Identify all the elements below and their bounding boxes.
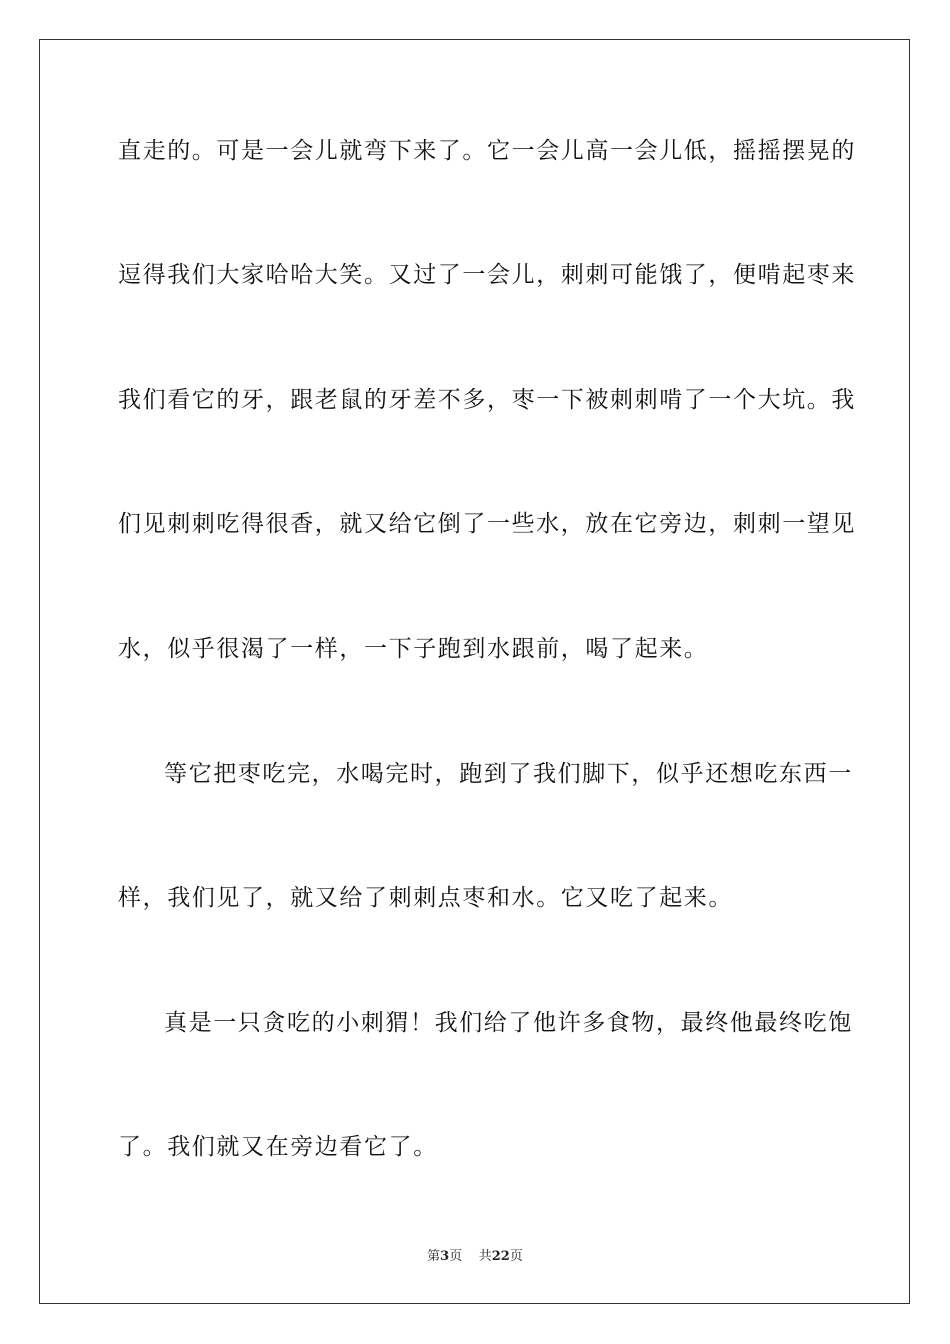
text-line: 样，我们见了，就又给了刺刺点枣和水。它又吃了起来。 xyxy=(118,885,733,911)
page-footer xyxy=(0,1248,950,1266)
page-number: 3 xyxy=(440,1249,450,1264)
text-line: 水，似乎很渴了一样，一下子跑到水跟前，喝了起来。 xyxy=(118,636,709,662)
text-line: 了。我们就又在旁边看它了。 xyxy=(118,1134,438,1160)
text-line: 逗得我们大家哈哈大笑。又过了一会儿，刺刺可能饿了，便啃起枣来 xyxy=(118,262,856,288)
page-border xyxy=(39,39,910,1304)
paragraph-start-line: 真是一只贪吃的小刺猬！我们给了他许多食物，最终他最终吃饱 xyxy=(164,1010,853,1036)
total-suffix: 页 xyxy=(509,1249,523,1264)
total-pages: 22 xyxy=(491,1249,510,1264)
paragraph-start-line: 等它把枣吃完，水喝完时，跑到了我们脚下，似乎还想吃东西一 xyxy=(164,761,853,787)
page-suffix: 页 xyxy=(449,1249,463,1264)
page-prefix: 第 xyxy=(427,1249,441,1264)
total-prefix: 共 xyxy=(478,1249,492,1264)
text-line: 我们看它的牙，跟老鼠的牙差不多，枣一下被刺刺啃了一个大坑。我 xyxy=(118,387,856,413)
text-line: 直走的。可是一会儿就弯下来了。它一会儿高一会儿低，摇摇摆晃的 xyxy=(118,138,856,164)
text-line: 们见刺刺吃得很香，就又给它倒了一些水，放在它旁边，刺刺一望见 xyxy=(118,511,856,537)
